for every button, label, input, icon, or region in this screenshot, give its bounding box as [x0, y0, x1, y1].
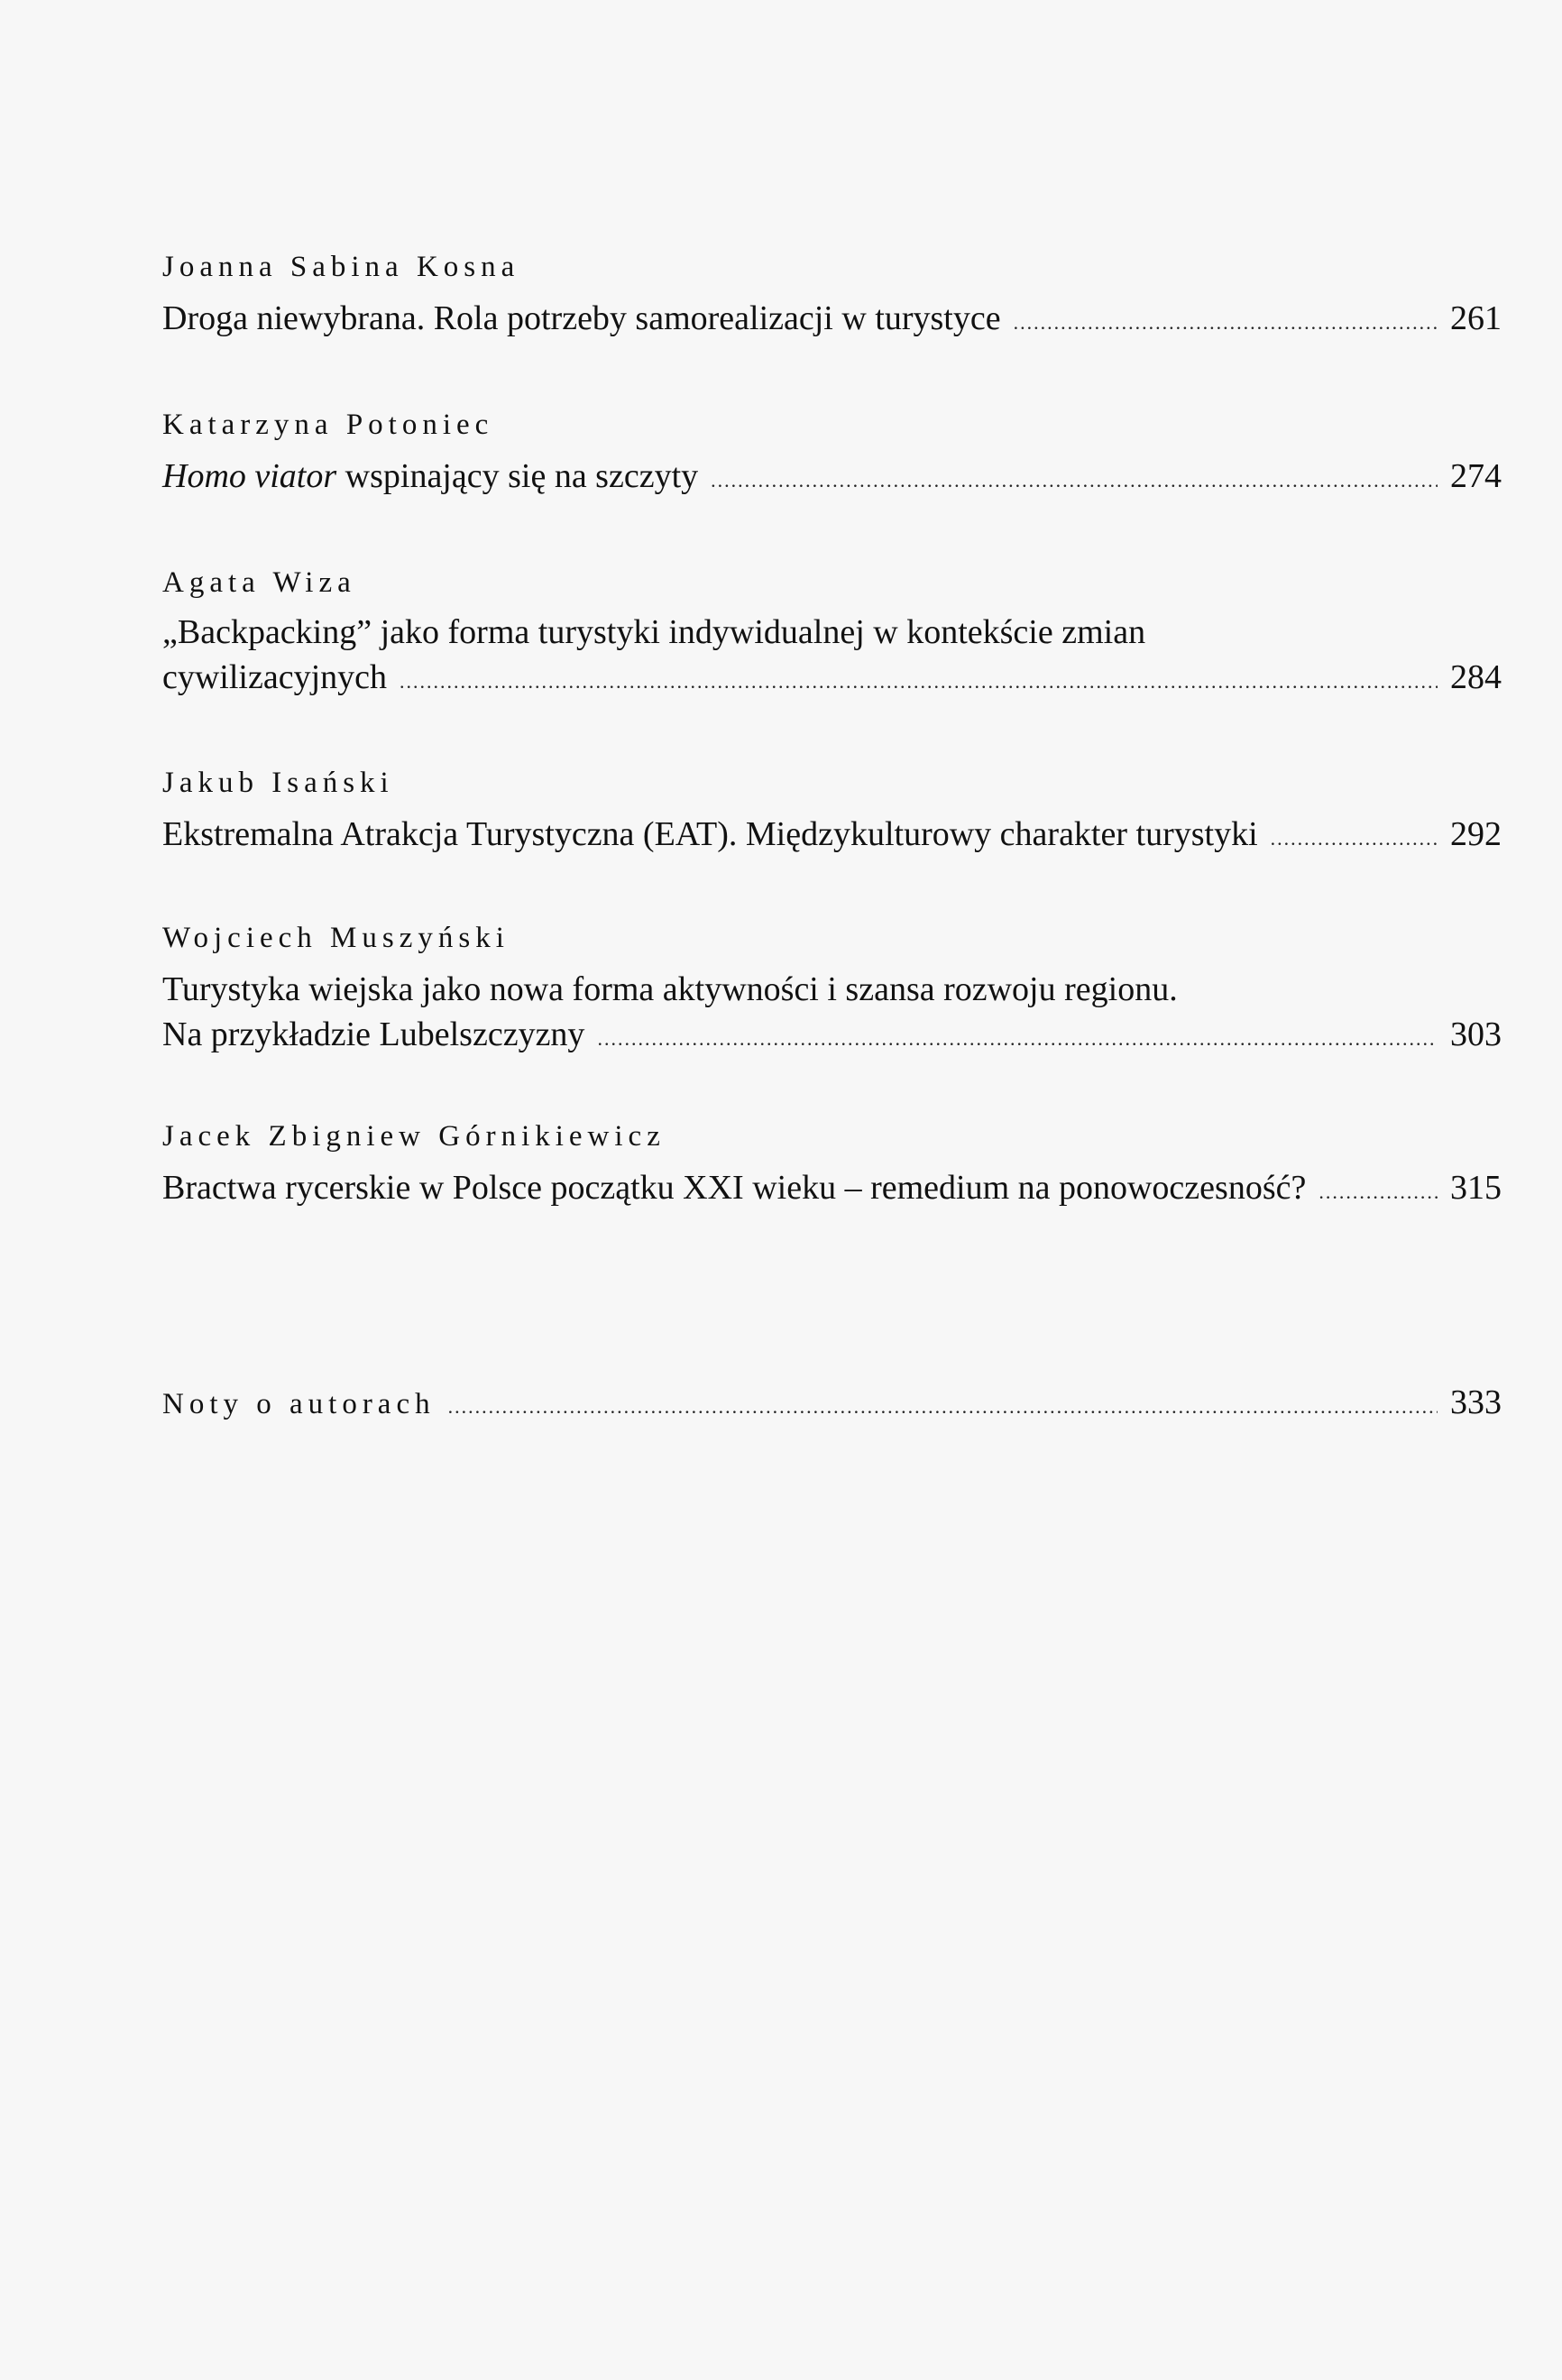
entry-author: Wojciech Muszyński	[162, 922, 510, 954]
dot-leader	[1271, 816, 1438, 861]
toc-entry-notes	[162, 1380, 1502, 1429]
entry-title-rest: wspinający się na szczyty	[336, 457, 699, 495]
dot-leader	[1319, 1170, 1438, 1215]
entry-title-line	[162, 454, 1502, 503]
entry-author: Jakub Isański	[162, 767, 394, 799]
entry-page-number: 333	[1450, 1383, 1502, 1421]
toc-entry	[162, 565, 1502, 704]
notes-label: Noty o autorach	[162, 1388, 436, 1420]
entry-title-line	[162, 1165, 1502, 1215]
entry-title-line	[162, 812, 1502, 861]
dot-leader	[1014, 300, 1438, 345]
entry-page-number: 274	[1450, 457, 1502, 495]
entry-author: Katarzyna Potoniec	[162, 409, 494, 441]
toc-entry	[162, 407, 1502, 503]
entry-title: Na przykładzie Lubelszczyzny	[162, 1015, 585, 1053]
entry-title	[162, 454, 698, 499]
entry-page-number: 284	[1450, 658, 1502, 696]
dot-leader	[400, 659, 1438, 704]
entry-author: Joanna Sabina Kosna	[162, 251, 520, 283]
dot-leader	[597, 1016, 1438, 1061]
entry-title-first-line: „Backpacking” jako forma turystyki indywidualnej w kontekście zmian	[162, 613, 1146, 651]
entry-title-italic: Homo viator	[162, 457, 337, 495]
entry-title: Ekstremalna Atrakcja Turystyczna (EAT). Międzykulturowy charakter turystyki	[162, 815, 1258, 853]
toc-entry	[162, 920, 1502, 1061]
entry-title: Bractwa rycerskie w Polsce początku XXI wieku – remedium na ponowoczesność?	[162, 1169, 1307, 1207]
entry-title: Droga niewybrana. Rola potrzeby samorealizacji w turystyce	[162, 299, 1001, 337]
entry-title-line	[162, 655, 1502, 704]
toc-entry	[162, 1118, 1502, 1215]
entry-page-number: 315	[1450, 1169, 1502, 1207]
toc-entry	[162, 249, 1502, 345]
entry-title-line	[162, 1012, 1502, 1061]
entry-page-number: 261	[1450, 299, 1502, 337]
dot-leader	[711, 458, 1438, 503]
entry-author: Jacek Zbigniew Górnikiewicz	[162, 1120, 666, 1153]
entry-title-first-line: Turystyka wiejska jako nowa forma aktywności i szansa rozwoju regionu.	[162, 970, 1178, 1008]
entry-title-line	[162, 1380, 1502, 1429]
dot-leader	[448, 1384, 1438, 1429]
entry-page-number: 303	[1450, 1015, 1502, 1053]
entry-page-number: 292	[1450, 815, 1502, 853]
toc-entry	[162, 765, 1502, 861]
entry-title-line	[162, 296, 1502, 345]
entry-title: cywilizacyjnych	[162, 658, 388, 696]
entry-author: Agata Wiza	[162, 566, 356, 599]
